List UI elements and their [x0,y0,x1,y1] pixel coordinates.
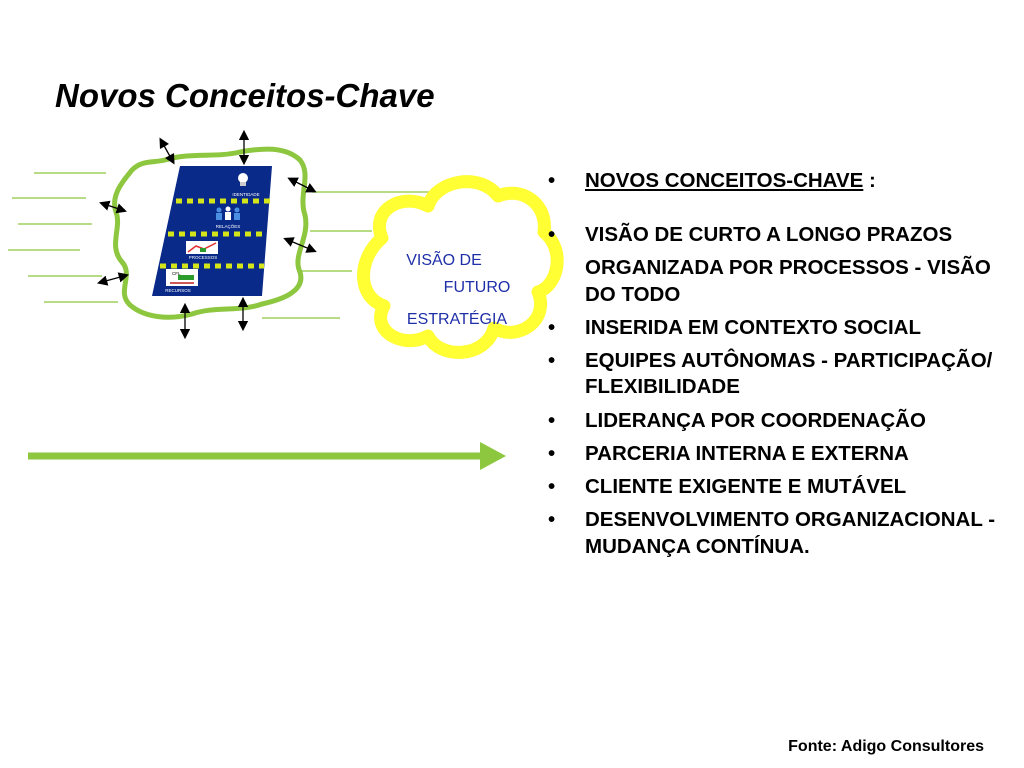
bullet-marker: • [548,475,556,499]
slide-title: Novos Conceitos-Chave [55,77,435,114]
org-label-processos: PROCESSOS [188,255,218,260]
list-item-text: LIDERANÇA POR COORDENAÇÃO [585,408,926,432]
list-item [548,255,1018,307]
list-item [548,408,1018,434]
list-item [548,348,1018,400]
bullet-marker: • [548,169,556,192]
list-item-text: PARCERIA INTERNA E EXTERNA [585,441,909,465]
bullet-marker: • [548,441,556,465]
tools-icon [166,269,198,286]
list-item-text: DESENVOLVIMENTO ORGANIZACIONAL - MUDANÇA CONTÍNUA. [585,508,996,558]
list-item-text: EQUIPES AUTÔNOMAS - PARTICIPAÇÃO/ FLEXIBILIDADE [585,349,993,399]
cloud-line-estrategia: ESTRATÉGIA [406,311,508,328]
bullet-marker: • [548,349,556,373]
org-label-identidade: IDENTIDADE [232,192,260,197]
list-item [548,222,1018,248]
list-item-heading: NOVOS CONCEITOS-CHAVE [585,169,864,192]
transition-arrow [28,442,506,470]
list-item-text: INSERIDA EM CONTEXTO SOCIAL [585,315,921,339]
key-concepts-list [548,168,1018,567]
list-item-text: CLIENTE EXIGENTE E MUTÁVEL [585,475,907,499]
list-item-text: VISÃO DE CURTO A LONGO PRAZOS [585,223,953,247]
source-credit: Fonte: Adigo Consultores [788,738,984,755]
org-label-relacoes: RELAÇÕES [215,224,241,229]
list-item [548,315,1018,341]
list-item [548,441,1018,467]
chart-icon [186,241,218,254]
people-icon [216,207,240,221]
bullet-marker: • [548,315,556,339]
environment-lines-left [8,173,118,302]
org-label-recursos: RECURSOS [165,288,191,293]
list-item-heading-suffix: : [863,169,876,192]
cloud-line-futuro: FUTURO [443,279,511,296]
bullet-marker: • [548,508,556,532]
bullet-marker: • [548,223,556,247]
list-item [548,474,1018,500]
list-item-text: ORGANIZADA POR PROCESSOS - VISÃO DO TODO [585,256,991,306]
list-item [548,168,1018,194]
bullet-marker: • [548,408,556,432]
org-mini-text: CFL [172,271,181,276]
cloud-line-visao: VISÃO DE [406,252,482,269]
list-item [548,507,1018,559]
